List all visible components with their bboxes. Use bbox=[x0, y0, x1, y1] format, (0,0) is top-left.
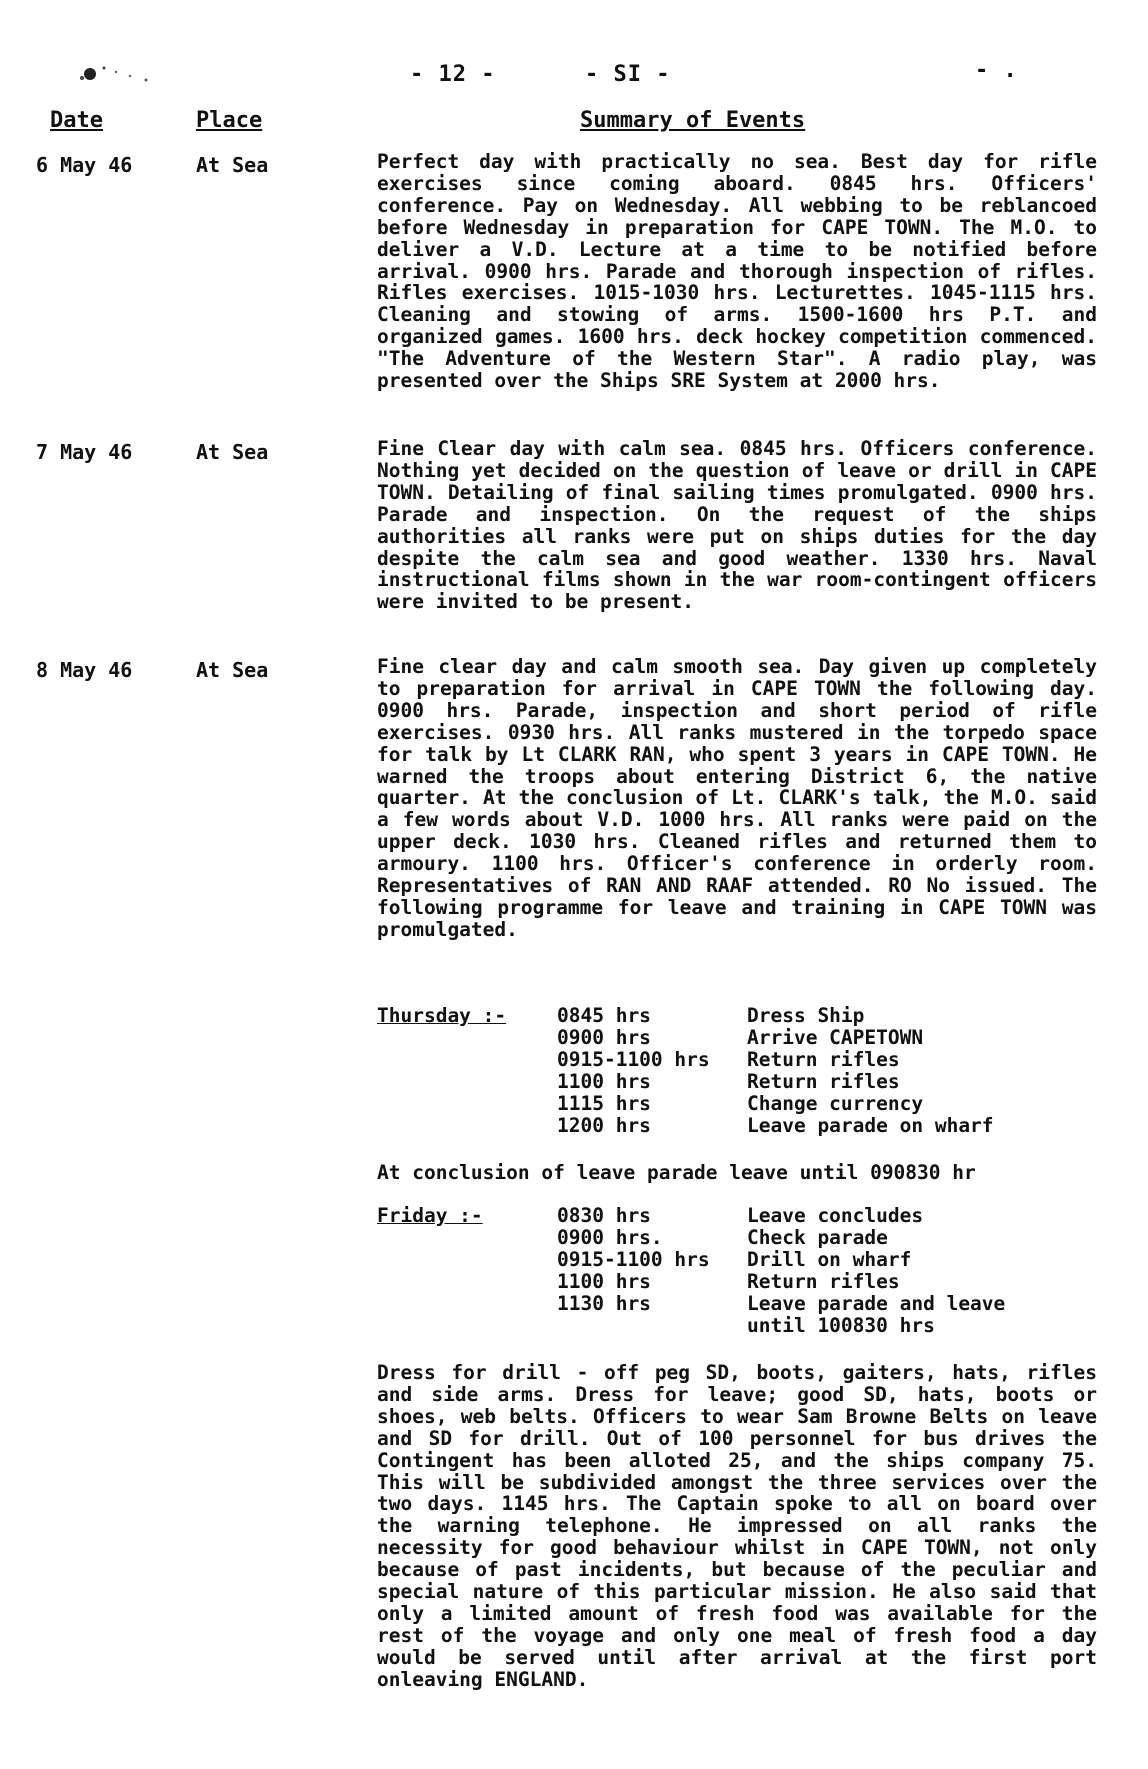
schedule-event: Change currency bbox=[747, 1092, 924, 1115]
schedule-time: 0845 hrs bbox=[557, 1004, 651, 1027]
schedule-event: Return rifles bbox=[747, 1270, 900, 1293]
page-number-secondary: - SI - bbox=[585, 62, 671, 87]
schedule-event: Leave concludes bbox=[747, 1204, 924, 1227]
schedule-row bbox=[557, 1049, 900, 1071]
column-header-place: Place bbox=[196, 108, 263, 133]
schedule-event: Leave parade and leave bbox=[747, 1292, 1006, 1315]
entry-summary: Fine clear day and calm smooth sea. Day given up completely to preparation for arrival in CAPE TOWN the following day. 0900 hrs. Parade, inspection and short period of rifle exercises. 0930 hrs. All ranks mustered in the torpedo space for talk by Lt CLARK RAN, who spent 3 years in CAPE TOWN. He warned the troops about entering District 6, the native quarter. At the conclusion of Lt. CLARK's talk, the M.O. said a few words about V.D. 1000 hrs. All ranks were paid on the upper deck. 1030 hrs. Cleaned rifles and returned them to armoury. 1100 hrs. Officer's conference in orderly room. Representatives of RAN AND RAAF attended. RO No issued. The following programme for leave and training in CAPE TOWN was promulgated. bbox=[377, 655, 1097, 941]
schedule-day-label: Friday :- bbox=[377, 1204, 483, 1227]
schedule-row bbox=[557, 1315, 935, 1337]
schedule-event: Return rifles bbox=[747, 1048, 900, 1071]
schedule-time: 0915-1100 hrs bbox=[557, 1048, 710, 1071]
schedule-event: Dress Ship bbox=[747, 1004, 865, 1027]
entry-place: At Sea bbox=[196, 658, 269, 682]
entry-place: At Sea bbox=[196, 153, 269, 177]
schedule-time: 1130 hrs bbox=[557, 1292, 651, 1315]
schedule-time: 0915-1100 hrs bbox=[557, 1248, 710, 1271]
schedule-row bbox=[557, 1093, 923, 1115]
schedule-event: Check parade bbox=[747, 1226, 888, 1249]
schedule-time: 1100 hrs bbox=[557, 1070, 651, 1093]
schedule-friday bbox=[377, 1205, 1097, 1345]
closing-paragraph: Dress for drill - off peg SD, boots, gaiters, hats, rifles and side arms. Dress for leave; good SD, hats, boots or shoes, web belts. Officers to wear Sam Browne Belts on leave and SD for drill. Out of 100 personnel for bus drives the Contingent has been alloted 25, and the ships company 75. This will be subdivided amongst the three services over the two days. 1145 hrs. The Captain spoke to all on board over the warning telephone. He impressed on all ranks the necessity for good behaviour whilst in CAPE TOWN, not only because of past incidents, but because of the peculiar and special nature of this particular mission. He also said that only a limited amount of fresh food was available for the rest of the voyage and only one meal of fresh food a day would be served until after arrival at the first port onleaving ENGLAND. bbox=[377, 1361, 1097, 1691]
column-header-summary: Summary of Events bbox=[580, 108, 806, 133]
schedule-time: 0900 hrs bbox=[557, 1026, 651, 1049]
schedule-row bbox=[557, 1205, 923, 1227]
schedule-row bbox=[557, 1115, 994, 1137]
schedule-time: 0900 hrs. bbox=[557, 1226, 663, 1249]
schedule-row bbox=[557, 1293, 1005, 1315]
entry-place: At Sea bbox=[196, 440, 269, 464]
schedule-row bbox=[557, 1249, 911, 1271]
entry-date: 7 May 46 bbox=[36, 440, 133, 464]
schedule-event: until 100830 hrs bbox=[747, 1314, 935, 1337]
schedule-event: Leave parade on wharf bbox=[747, 1114, 994, 1137]
schedule-day-label: Thursday :- bbox=[377, 1004, 507, 1027]
entry-date: 6 May 46 bbox=[36, 153, 133, 177]
schedule-time: 1200 hrs bbox=[557, 1114, 651, 1137]
column-header-date: Date bbox=[50, 108, 103, 133]
schedule-time: 1100 hrs bbox=[557, 1270, 651, 1293]
schedule-row bbox=[557, 1227, 888, 1249]
entry-summary: Perfect day with practically no sea. Best day for rifle exercises since coming aboard. 0845 hrs. Officers' conference. Pay on Wednesday. All webbing to be reblancoed before Wednesday in preparation for CAPE TOWN. The M.O. to deliver a V.D. Lecture at a time to be notified before arrival. 0900 hrs. Parade and thorough inspection of rifles. Rifles exercises. 1015-1030 hrs. Lecturettes. 1045-1115 hrs. Cleaning and stowing of arms. 1500-1600 hrs P.T. and organized games. 1600 hrs. deck hockey competition commenced. "The Adventure of the Western Star". A radio play, was presented over the Ships SRE System at 2000 hrs. bbox=[377, 150, 1097, 393]
leave-note: At conclusion of leave parade leave until 090830 hr bbox=[377, 1161, 976, 1184]
schedule-thursday bbox=[377, 1005, 1097, 1145]
schedule-event: Drill on wharf bbox=[747, 1248, 912, 1271]
page-number: - 12 - bbox=[410, 62, 496, 87]
entry-summary: Fine Clear day with calm sea. 0845 hrs. Officers conference. Nothing yet decided on the question of leave or drill in CAPE TOWN. Detailing of final sailing times promulgated. 0900 hrs. Parade and inspection. On the request of the ships authorities all ranks were put on ships duties for the day despite the calm sea and good weather. 1330 hrs. Naval instructional films shown in the war room-contingent officers were invited to be present. bbox=[377, 437, 1097, 614]
schedule-time: 0830 hrs bbox=[557, 1204, 651, 1227]
schedule-row bbox=[557, 1271, 900, 1293]
corner-mark: - . bbox=[975, 58, 1018, 83]
schedule-row bbox=[557, 1005, 864, 1027]
schedule-row bbox=[557, 1071, 900, 1093]
schedule-row bbox=[557, 1027, 923, 1049]
schedule-event: Return rifles bbox=[747, 1070, 900, 1093]
schedule-event: Arrive CAPETOWN bbox=[747, 1026, 924, 1049]
schedule-time: 1115 hrs bbox=[557, 1092, 651, 1115]
entry-date: 8 May 46 bbox=[36, 658, 133, 682]
ink-smudge bbox=[60, 50, 180, 90]
